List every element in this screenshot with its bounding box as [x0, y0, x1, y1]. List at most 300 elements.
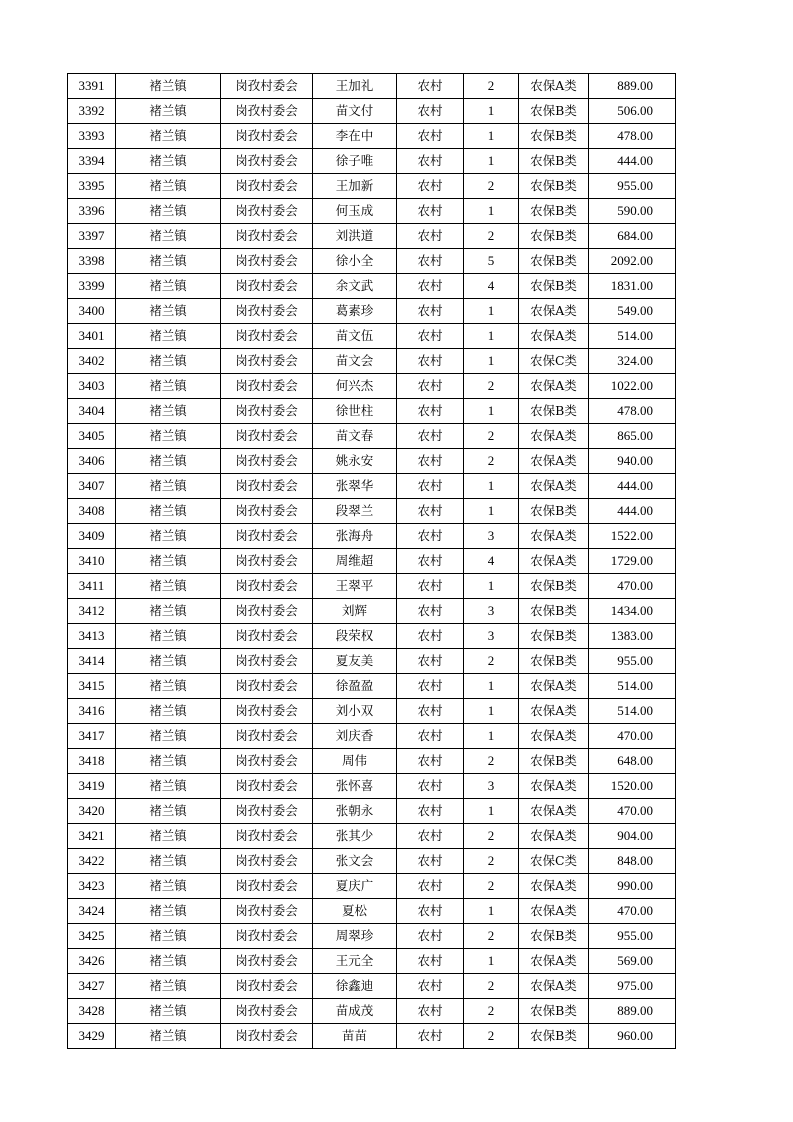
village-cell: 岗孜村委会 — [221, 274, 313, 299]
village-cell: 岗孜村委会 — [221, 99, 313, 124]
serial-cell: 3405 — [68, 424, 116, 449]
category-cell: 农保A类 — [519, 799, 589, 824]
town-cell: 褚兰镇 — [116, 699, 221, 724]
table-row — [68, 324, 676, 349]
name-cell: 苗文伍 — [313, 324, 397, 349]
amount-cell: 470.00 — [589, 724, 676, 749]
count-cell: 1 — [464, 99, 519, 124]
count-cell: 1 — [464, 299, 519, 324]
area-cell: 农村 — [397, 174, 464, 199]
amount-cell: 904.00 — [589, 824, 676, 849]
count-cell: 1 — [464, 149, 519, 174]
village-cell: 岗孜村委会 — [221, 524, 313, 549]
town-cell: 褚兰镇 — [116, 499, 221, 524]
serial-cell: 3415 — [68, 674, 116, 699]
amount-cell: 444.00 — [589, 474, 676, 499]
village-cell: 岗孜村委会 — [221, 349, 313, 374]
category-cell: 农保A类 — [519, 374, 589, 399]
category-cell: 农保B类 — [519, 399, 589, 424]
serial-cell: 3422 — [68, 849, 116, 874]
area-cell: 农村 — [397, 74, 464, 99]
name-cell: 苗文春 — [313, 424, 397, 449]
count-cell: 2 — [464, 374, 519, 399]
serial-cell: 3403 — [68, 374, 116, 399]
table-row — [68, 249, 676, 274]
area-cell: 农村 — [397, 399, 464, 424]
town-cell: 褚兰镇 — [116, 949, 221, 974]
count-cell: 1 — [464, 349, 519, 374]
category-cell: 农保A类 — [519, 699, 589, 724]
town-cell: 褚兰镇 — [116, 74, 221, 99]
village-cell: 岗孜村委会 — [221, 399, 313, 424]
count-cell: 3 — [464, 524, 519, 549]
serial-cell: 3407 — [68, 474, 116, 499]
village-cell: 岗孜村委会 — [221, 574, 313, 599]
village-cell: 岗孜村委会 — [221, 449, 313, 474]
table-row — [68, 524, 676, 549]
serial-cell: 3409 — [68, 524, 116, 549]
town-cell: 褚兰镇 — [116, 824, 221, 849]
area-cell: 农村 — [397, 274, 464, 299]
category-cell: 农保B类 — [519, 149, 589, 174]
name-cell: 张海舟 — [313, 524, 397, 549]
amount-cell: 960.00 — [589, 1024, 676, 1049]
village-cell: 岗孜村委会 — [221, 299, 313, 324]
serial-cell: 3419 — [68, 774, 116, 799]
table-row — [68, 399, 676, 424]
name-cell: 刘辉 — [313, 599, 397, 624]
category-cell: 农保B类 — [519, 199, 589, 224]
area-cell: 农村 — [397, 299, 464, 324]
category-cell: 农保A类 — [519, 949, 589, 974]
count-cell: 1 — [464, 474, 519, 499]
count-cell: 2 — [464, 849, 519, 874]
amount-cell: 514.00 — [589, 674, 676, 699]
amount-cell: 990.00 — [589, 874, 676, 899]
village-cell: 岗孜村委会 — [221, 374, 313, 399]
amount-cell: 955.00 — [589, 649, 676, 674]
category-cell: 农保A类 — [519, 74, 589, 99]
count-cell: 2 — [464, 224, 519, 249]
area-cell: 农村 — [397, 249, 464, 274]
name-cell: 葛素珍 — [313, 299, 397, 324]
name-cell: 刘小双 — [313, 699, 397, 724]
count-cell: 2 — [464, 424, 519, 449]
category-cell: 农保B类 — [519, 499, 589, 524]
serial-cell: 3417 — [68, 724, 116, 749]
area-cell: 农村 — [397, 824, 464, 849]
serial-cell: 3416 — [68, 699, 116, 724]
table-row — [68, 874, 676, 899]
serial-cell: 3413 — [68, 624, 116, 649]
category-cell: 农保A类 — [519, 324, 589, 349]
area-cell: 农村 — [397, 949, 464, 974]
table-row — [68, 349, 676, 374]
category-cell: 农保C类 — [519, 849, 589, 874]
count-cell: 2 — [464, 449, 519, 474]
town-cell: 褚兰镇 — [116, 424, 221, 449]
area-cell: 农村 — [397, 424, 464, 449]
amount-cell: 955.00 — [589, 174, 676, 199]
serial-cell: 3395 — [68, 174, 116, 199]
table-row — [68, 449, 676, 474]
town-cell: 褚兰镇 — [116, 324, 221, 349]
category-cell: 农保B类 — [519, 749, 589, 774]
name-cell: 苗文付 — [313, 99, 397, 124]
area-cell: 农村 — [397, 324, 464, 349]
area-cell: 农村 — [397, 449, 464, 474]
area-cell: 农村 — [397, 924, 464, 949]
village-cell: 岗孜村委会 — [221, 724, 313, 749]
category-cell: 农保C类 — [519, 349, 589, 374]
table-row — [68, 799, 676, 824]
table-row — [68, 299, 676, 324]
amount-cell: 648.00 — [589, 749, 676, 774]
category-cell: 农保A类 — [519, 774, 589, 799]
town-cell: 褚兰镇 — [116, 199, 221, 224]
count-cell: 1 — [464, 574, 519, 599]
town-cell: 褚兰镇 — [116, 349, 221, 374]
category-cell: 农保A类 — [519, 524, 589, 549]
category-cell: 农保A类 — [519, 874, 589, 899]
serial-cell: 3392 — [68, 99, 116, 124]
serial-cell: 3418 — [68, 749, 116, 774]
table-row — [68, 999, 676, 1024]
table-row — [68, 374, 676, 399]
category-cell: 农保B类 — [519, 124, 589, 149]
village-cell: 岗孜村委会 — [221, 624, 313, 649]
village-cell: 岗孜村委会 — [221, 949, 313, 974]
table-row — [68, 749, 676, 774]
area-cell: 农村 — [397, 724, 464, 749]
town-cell: 褚兰镇 — [116, 599, 221, 624]
village-cell: 岗孜村委会 — [221, 799, 313, 824]
count-cell: 1 — [464, 499, 519, 524]
village-cell: 岗孜村委会 — [221, 999, 313, 1024]
name-cell: 徐鑫迪 — [313, 974, 397, 999]
category-cell: 农保B类 — [519, 924, 589, 949]
amount-cell: 549.00 — [589, 299, 676, 324]
area-cell: 农村 — [397, 474, 464, 499]
town-cell: 褚兰镇 — [116, 149, 221, 174]
area-cell: 农村 — [397, 224, 464, 249]
area-cell: 农村 — [397, 1024, 464, 1049]
count-cell: 1 — [464, 724, 519, 749]
count-cell: 1 — [464, 949, 519, 974]
town-cell: 褚兰镇 — [116, 549, 221, 574]
roster-table — [67, 73, 676, 1049]
count-cell: 1 — [464, 399, 519, 424]
amount-cell: 1522.00 — [589, 524, 676, 549]
amount-cell: 1434.00 — [589, 599, 676, 624]
table-row — [68, 849, 676, 874]
village-cell: 岗孜村委会 — [221, 324, 313, 349]
count-cell: 1 — [464, 699, 519, 724]
amount-cell: 889.00 — [589, 999, 676, 1024]
serial-cell: 3412 — [68, 599, 116, 624]
amount-cell: 590.00 — [589, 199, 676, 224]
table-row — [68, 599, 676, 624]
village-cell: 岗孜村委会 — [221, 224, 313, 249]
town-cell: 褚兰镇 — [116, 474, 221, 499]
amount-cell: 1383.00 — [589, 624, 676, 649]
table-row — [68, 174, 676, 199]
town-cell: 褚兰镇 — [116, 224, 221, 249]
town-cell: 褚兰镇 — [116, 249, 221, 274]
table-row — [68, 574, 676, 599]
village-cell: 岗孜村委会 — [221, 249, 313, 274]
name-cell: 苗成茂 — [313, 999, 397, 1024]
table-row — [68, 224, 676, 249]
count-cell: 3 — [464, 774, 519, 799]
name-cell: 段荣权 — [313, 624, 397, 649]
table-row — [68, 274, 676, 299]
count-cell: 2 — [464, 749, 519, 774]
village-cell: 岗孜村委会 — [221, 149, 313, 174]
name-cell: 王元全 — [313, 949, 397, 974]
amount-cell: 514.00 — [589, 324, 676, 349]
amount-cell: 324.00 — [589, 349, 676, 374]
table-row — [68, 824, 676, 849]
town-cell: 褚兰镇 — [116, 849, 221, 874]
amount-cell: 940.00 — [589, 449, 676, 474]
serial-cell: 3420 — [68, 799, 116, 824]
town-cell: 褚兰镇 — [116, 974, 221, 999]
serial-cell: 3423 — [68, 874, 116, 899]
serial-cell: 3429 — [68, 1024, 116, 1049]
town-cell: 褚兰镇 — [116, 799, 221, 824]
area-cell: 农村 — [397, 649, 464, 674]
serial-cell: 3427 — [68, 974, 116, 999]
serial-cell: 3398 — [68, 249, 116, 274]
name-cell: 张怀喜 — [313, 774, 397, 799]
amount-cell: 470.00 — [589, 574, 676, 599]
amount-cell: 569.00 — [589, 949, 676, 974]
area-cell: 农村 — [397, 699, 464, 724]
count-cell: 2 — [464, 74, 519, 99]
town-cell: 褚兰镇 — [116, 99, 221, 124]
town-cell: 褚兰镇 — [116, 774, 221, 799]
category-cell: 农保B类 — [519, 174, 589, 199]
name-cell: 夏友美 — [313, 649, 397, 674]
category-cell: 农保A类 — [519, 424, 589, 449]
table-row — [68, 549, 676, 574]
name-cell: 张翠华 — [313, 474, 397, 499]
table-row — [68, 949, 676, 974]
village-cell: 岗孜村委会 — [221, 699, 313, 724]
amount-cell: 444.00 — [589, 149, 676, 174]
count-cell: 1 — [464, 124, 519, 149]
category-cell: 农保B类 — [519, 999, 589, 1024]
count-cell: 1 — [464, 324, 519, 349]
category-cell: 农保A类 — [519, 299, 589, 324]
name-cell: 徐子唯 — [313, 149, 397, 174]
category-cell: 农保A类 — [519, 824, 589, 849]
amount-cell: 444.00 — [589, 499, 676, 524]
name-cell: 刘庆香 — [313, 724, 397, 749]
category-cell: 农保B类 — [519, 574, 589, 599]
name-cell: 王翠平 — [313, 574, 397, 599]
village-cell: 岗孜村委会 — [221, 124, 313, 149]
count-cell: 2 — [464, 649, 519, 674]
village-cell: 岗孜村委会 — [221, 1024, 313, 1049]
serial-cell: 3421 — [68, 824, 116, 849]
count-cell: 1 — [464, 799, 519, 824]
serial-cell: 3399 — [68, 274, 116, 299]
serial-cell: 3394 — [68, 149, 116, 174]
amount-cell: 478.00 — [589, 399, 676, 424]
category-cell: 农保A类 — [519, 974, 589, 999]
village-cell: 岗孜村委会 — [221, 849, 313, 874]
category-cell: 农保B类 — [519, 224, 589, 249]
village-cell: 岗孜村委会 — [221, 899, 313, 924]
serial-cell: 3426 — [68, 949, 116, 974]
serial-cell: 3410 — [68, 549, 116, 574]
town-cell: 褚兰镇 — [116, 924, 221, 949]
area-cell: 农村 — [397, 624, 464, 649]
town-cell: 褚兰镇 — [116, 624, 221, 649]
table-row — [68, 1024, 676, 1049]
name-cell: 张朝永 — [313, 799, 397, 824]
amount-cell: 684.00 — [589, 224, 676, 249]
town-cell: 褚兰镇 — [116, 574, 221, 599]
category-cell: 农保B类 — [519, 599, 589, 624]
town-cell: 褚兰镇 — [116, 874, 221, 899]
category-cell: 农保B类 — [519, 1024, 589, 1049]
village-cell: 岗孜村委会 — [221, 974, 313, 999]
area-cell: 农村 — [397, 124, 464, 149]
serial-cell: 3424 — [68, 899, 116, 924]
amount-cell: 1022.00 — [589, 374, 676, 399]
count-cell: 2 — [464, 174, 519, 199]
name-cell: 周翠珍 — [313, 924, 397, 949]
category-cell: 农保A类 — [519, 674, 589, 699]
name-cell: 苗文会 — [313, 349, 397, 374]
town-cell: 褚兰镇 — [116, 124, 221, 149]
amount-cell: 2092.00 — [589, 249, 676, 274]
name-cell: 王加新 — [313, 174, 397, 199]
area-cell: 农村 — [397, 899, 464, 924]
table-row — [68, 99, 676, 124]
amount-cell: 506.00 — [589, 99, 676, 124]
area-cell: 农村 — [397, 799, 464, 824]
village-cell: 岗孜村委会 — [221, 924, 313, 949]
table-row — [68, 624, 676, 649]
table-row — [68, 899, 676, 924]
count-cell: 3 — [464, 624, 519, 649]
table-row — [68, 474, 676, 499]
table-row — [68, 74, 676, 99]
count-cell: 1 — [464, 674, 519, 699]
amount-cell: 514.00 — [589, 699, 676, 724]
amount-cell: 848.00 — [589, 849, 676, 874]
village-cell: 岗孜村委会 — [221, 649, 313, 674]
village-cell: 岗孜村委会 — [221, 424, 313, 449]
serial-cell: 3408 — [68, 499, 116, 524]
count-cell: 2 — [464, 974, 519, 999]
town-cell: 褚兰镇 — [116, 524, 221, 549]
village-cell: 岗孜村委会 — [221, 774, 313, 799]
amount-cell: 478.00 — [589, 124, 676, 149]
area-cell: 农村 — [397, 574, 464, 599]
table-row — [68, 124, 676, 149]
area-cell: 农村 — [397, 774, 464, 799]
count-cell: 5 — [464, 249, 519, 274]
table-row — [68, 974, 676, 999]
serial-cell: 3404 — [68, 399, 116, 424]
table-row — [68, 649, 676, 674]
area-cell: 农村 — [397, 199, 464, 224]
town-cell: 褚兰镇 — [116, 749, 221, 774]
count-cell: 2 — [464, 824, 519, 849]
count-cell: 2 — [464, 874, 519, 899]
category-cell: 农保B类 — [519, 249, 589, 274]
town-cell: 褚兰镇 — [116, 899, 221, 924]
count-cell: 4 — [464, 549, 519, 574]
table-row — [68, 424, 676, 449]
area-cell: 农村 — [397, 374, 464, 399]
name-cell: 徐盈盈 — [313, 674, 397, 699]
name-cell: 周维超 — [313, 549, 397, 574]
category-cell: 农保A类 — [519, 449, 589, 474]
village-cell: 岗孜村委会 — [221, 749, 313, 774]
name-cell: 刘洪道 — [313, 224, 397, 249]
town-cell: 褚兰镇 — [116, 174, 221, 199]
town-cell: 褚兰镇 — [116, 649, 221, 674]
town-cell: 褚兰镇 — [116, 274, 221, 299]
table-row — [68, 699, 676, 724]
area-cell: 农村 — [397, 99, 464, 124]
name-cell: 夏松 — [313, 899, 397, 924]
village-cell: 岗孜村委会 — [221, 674, 313, 699]
category-cell: 农保B类 — [519, 624, 589, 649]
roster-body — [68, 74, 676, 1049]
town-cell: 褚兰镇 — [116, 374, 221, 399]
amount-cell: 955.00 — [589, 924, 676, 949]
name-cell: 周伟 — [313, 749, 397, 774]
village-cell: 岗孜村委会 — [221, 549, 313, 574]
amount-cell: 1520.00 — [589, 774, 676, 799]
amount-cell: 975.00 — [589, 974, 676, 999]
area-cell: 农村 — [397, 149, 464, 174]
amount-cell: 470.00 — [589, 799, 676, 824]
count-cell: 1 — [464, 899, 519, 924]
count-cell: 3 — [464, 599, 519, 624]
category-cell: 农保B类 — [519, 99, 589, 124]
category-cell: 农保A类 — [519, 474, 589, 499]
village-cell: 岗孜村委会 — [221, 174, 313, 199]
name-cell: 王加礼 — [313, 74, 397, 99]
serial-cell: 3411 — [68, 574, 116, 599]
area-cell: 农村 — [397, 599, 464, 624]
area-cell: 农村 — [397, 749, 464, 774]
category-cell: 农保A类 — [519, 899, 589, 924]
name-cell: 徐小全 — [313, 249, 397, 274]
village-cell: 岗孜村委会 — [221, 74, 313, 99]
name-cell: 段翠兰 — [313, 499, 397, 524]
name-cell: 李在中 — [313, 124, 397, 149]
name-cell: 张文会 — [313, 849, 397, 874]
name-cell: 何玉成 — [313, 199, 397, 224]
table-row — [68, 924, 676, 949]
serial-cell: 3428 — [68, 999, 116, 1024]
count-cell: 2 — [464, 924, 519, 949]
serial-cell: 3391 — [68, 74, 116, 99]
serial-cell: 3396 — [68, 199, 116, 224]
serial-cell: 3425 — [68, 924, 116, 949]
area-cell: 农村 — [397, 849, 464, 874]
amount-cell: 1729.00 — [589, 549, 676, 574]
